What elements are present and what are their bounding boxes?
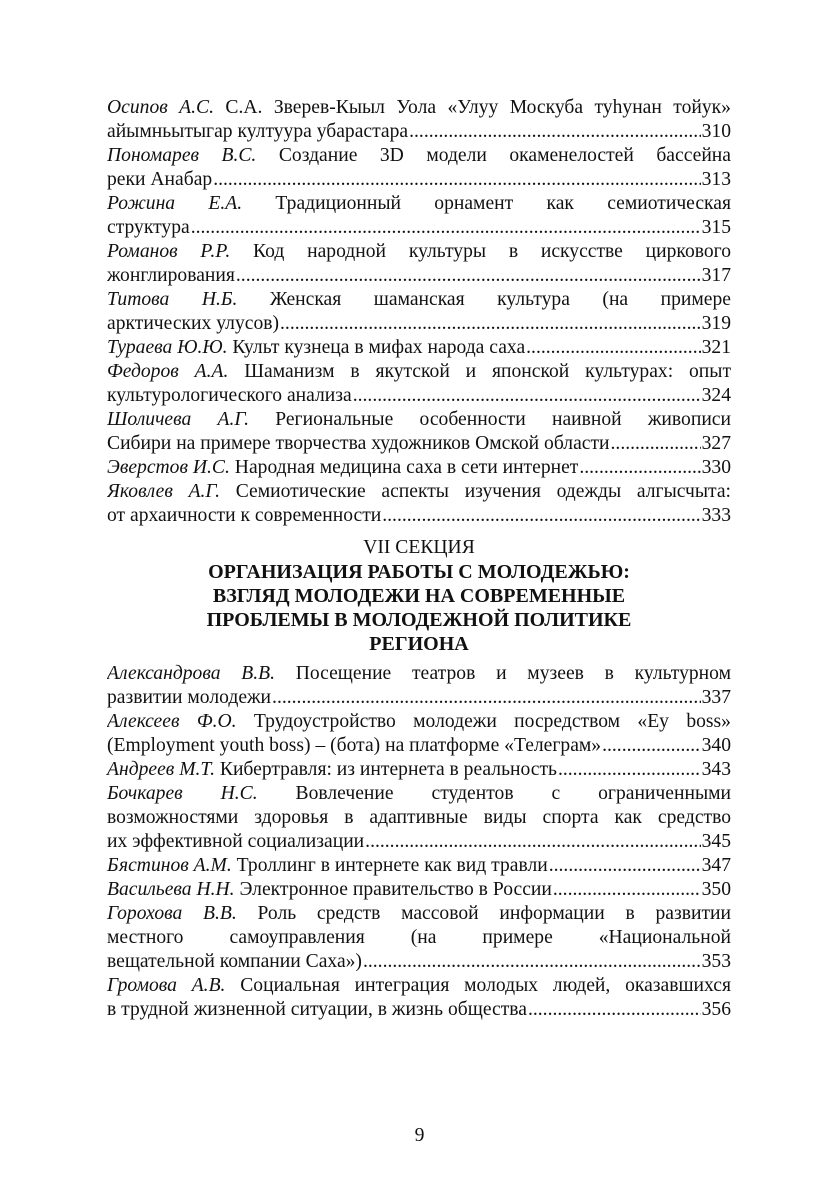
toc-page-number: 321 xyxy=(701,337,731,358)
toc-leader-dots xyxy=(236,264,701,288)
toc-author: Федоров А.А. xyxy=(107,361,229,382)
toc-entry-line xyxy=(107,878,731,902)
toc-title: культурологического анализа xyxy=(107,385,352,406)
toc-entry-line xyxy=(107,974,731,998)
toc-entry xyxy=(107,288,731,336)
toc-entry-line xyxy=(107,480,731,504)
toc-page-number: 340 xyxy=(701,735,731,756)
toc-page-number: 330 xyxy=(701,457,731,478)
toc-author: Титова Н.Б. xyxy=(107,289,238,310)
toc-entry-line xyxy=(107,144,731,168)
toc-entry xyxy=(107,480,731,528)
toc-entry xyxy=(107,974,731,1022)
toc-title: Шаманизм в якутской и японской культурах: опыт xyxy=(228,361,731,382)
toc-entry-line xyxy=(107,360,731,384)
toc-entry-line xyxy=(107,216,731,240)
toc-entry xyxy=(107,408,731,456)
toc-leader-dots xyxy=(602,734,701,758)
page-number: 9 xyxy=(414,1125,425,1146)
toc-page-number: 327 xyxy=(701,433,731,454)
toc-title: Код народной культуры в искусстве циркового xyxy=(230,241,731,262)
toc-author: Васильева Н.Н. xyxy=(107,879,235,900)
toc-title: развитии молодежи xyxy=(107,687,272,708)
toc-title: С.А. Зверев-Кыыл Уола «Улуу Москуба туһунан тойук» xyxy=(214,97,731,118)
toc-entries-section-vi xyxy=(107,96,731,528)
toc-entry-line xyxy=(107,336,731,360)
toc-title: Семиотические аспекты изучения одежды алгысчыта: xyxy=(220,481,731,502)
toc-entry-line xyxy=(107,120,731,144)
toc-page-number: 317 xyxy=(701,265,731,286)
toc-title: Электронное правительство в России xyxy=(234,879,552,900)
toc-entry xyxy=(107,902,731,974)
toc-entry-line xyxy=(107,384,731,408)
toc-author: Бястинов А.М. xyxy=(107,855,232,876)
toc-leader-dots xyxy=(549,854,701,878)
toc-entry xyxy=(107,192,731,240)
toc-title: Традиционный орнамент как семиотическая xyxy=(242,193,731,214)
toc-entry-line xyxy=(107,734,731,758)
toc-entry-line xyxy=(107,264,731,288)
toc-entry xyxy=(107,336,731,360)
toc-entry xyxy=(107,662,731,710)
toc-leader-dots xyxy=(553,878,701,902)
toc-entry xyxy=(107,144,731,192)
toc-page-number: 310 xyxy=(701,121,731,142)
section-title-line: РЕГИОНА xyxy=(369,633,469,655)
toc-entry xyxy=(107,96,731,144)
toc-entries-section-vii xyxy=(107,662,731,1022)
toc-author: Тураева Ю.Ю. xyxy=(107,337,228,358)
toc-page-number: 315 xyxy=(701,217,731,238)
toc-entry-line xyxy=(107,830,731,854)
toc-leader-dots xyxy=(280,312,701,336)
toc-page-number: 350 xyxy=(701,879,731,900)
toc-page-number: 337 xyxy=(701,687,731,708)
toc-entry-text xyxy=(107,336,525,360)
toc-entry xyxy=(107,854,731,878)
toc-author: Андреев М.Т. xyxy=(107,759,215,780)
toc-author: Горохова В.В. xyxy=(107,903,237,924)
toc-entry-line xyxy=(107,686,731,710)
toc-leader-dots xyxy=(528,998,701,1022)
toc-author: Эверстов И.С. xyxy=(107,457,230,478)
toc-entry-line xyxy=(107,758,731,782)
toc-entry xyxy=(107,360,731,408)
toc-entry-line xyxy=(107,998,731,1022)
toc-leader-dots xyxy=(611,432,701,456)
toc-entry xyxy=(107,878,731,902)
toc-page-number: 347 xyxy=(701,855,731,876)
toc-title: реки Анабар xyxy=(107,169,213,190)
toc-author: Рожина Е.А. xyxy=(107,193,243,214)
section-title-line: ОРГАНИЗАЦИЯ РАБОТЫ С МОЛОДЕЖЬЮ: xyxy=(208,561,630,583)
toc-entry-line xyxy=(107,710,731,734)
section-label: VII СЕКЦИЯ xyxy=(363,537,475,558)
toc-entry-line xyxy=(107,950,731,974)
toc-title: их эффективной социализации xyxy=(107,831,365,852)
toc-title: жонглирования xyxy=(107,265,235,286)
toc-author: Шоличева А.Г. xyxy=(107,409,249,430)
section-title xyxy=(107,560,731,656)
toc-entry-line: возможностями здоровья в адаптивные виды спорта как средство xyxy=(107,807,731,828)
toc-title: Женская шаманская культура (на примере xyxy=(237,289,731,310)
toc-author: Яковлев А.Г. xyxy=(107,481,221,502)
toc-leader-dots xyxy=(272,686,701,710)
toc-author: Алексеев Ф.О. xyxy=(107,711,237,732)
toc-leader-dots xyxy=(558,758,701,782)
toc-title: от архаичности к современности xyxy=(107,505,382,526)
toc-page-number: 343 xyxy=(701,759,731,780)
toc-title: структура xyxy=(107,217,190,238)
toc-entry xyxy=(107,710,731,758)
toc-page-number: 324 xyxy=(701,385,731,406)
toc-title: айымньытыгар култуура убарастара xyxy=(107,121,409,142)
toc-title: Троллинг в интернете как вид травли xyxy=(231,855,548,876)
toc-page-number: 353 xyxy=(701,951,731,972)
section-title-line: ВЗГЛЯД МОЛОДЕЖИ НА СОВРЕМЕННЫЕ xyxy=(212,585,626,607)
toc-leader-dots xyxy=(409,120,700,144)
toc-entry-line xyxy=(107,782,731,806)
toc-entry-line xyxy=(107,168,731,192)
toc-title: Кибертравля: из интернета в реальность xyxy=(214,759,557,780)
toc-entry-text xyxy=(107,878,552,902)
toc-entry-text xyxy=(107,758,557,782)
toc-title: Создание 3D модели окаменелостей бассейна xyxy=(256,145,731,166)
toc-page-number: 319 xyxy=(701,313,731,334)
toc-title: вещательной компании Саха») xyxy=(107,951,362,972)
toc-title: Трудоустройство молодежи посредством «Ey boss» xyxy=(236,711,731,732)
toc-leader-dots xyxy=(353,384,701,408)
toc-entry-line xyxy=(107,192,731,216)
toc-author: Пономарев В.С. xyxy=(107,145,257,166)
toc-entry-line xyxy=(107,312,731,336)
toc-entry-line xyxy=(107,240,731,264)
toc-leader-dots xyxy=(363,950,701,974)
toc-entry-line xyxy=(107,96,731,120)
toc-entry-line xyxy=(107,662,731,686)
toc-title: Социальная интеграция молодых людей, оказавшихся xyxy=(225,975,731,996)
toc-author: Бочкарев Н.С. xyxy=(107,783,258,804)
toc-entry-line xyxy=(107,408,731,432)
toc-entry-line xyxy=(107,432,731,456)
toc-title: Культ кузнеца в мифах народа саха xyxy=(227,337,526,358)
toc-page-number: 333 xyxy=(701,505,731,526)
toc-page-number: 313 xyxy=(701,169,731,190)
toc-entry xyxy=(107,782,731,854)
toc-entry-line xyxy=(107,288,731,312)
toc-leader-dots xyxy=(526,336,700,360)
toc-author: Осипов А.С. xyxy=(107,97,214,118)
toc-leader-dots xyxy=(365,830,700,854)
toc-entry xyxy=(107,456,731,480)
toc-entry-line xyxy=(107,456,731,480)
toc-leader-dots xyxy=(191,216,701,240)
toc-title: Посещение театров и музеев в культурном xyxy=(274,663,731,684)
toc-title: Роль средств массовой информации в развитии xyxy=(236,903,731,924)
toc-entry-line: местного самоуправления (на примере «Национальной xyxy=(107,927,731,948)
toc-title: арктических улусов) xyxy=(107,313,280,334)
toc-title: Народная медицина саха в сети интернет xyxy=(229,457,579,478)
section-title-line: ПРОБЛЕМЫ В МОЛОДЕЖНОЙ ПОЛИТИКЕ xyxy=(206,609,632,631)
toc-page-number: 356 xyxy=(701,999,731,1020)
toc-author: Романов Р.Р. xyxy=(107,241,231,262)
toc-title: (Employment youth boss) – (бота) на платформе «Телеграм» xyxy=(107,735,602,756)
toc-entry-line xyxy=(107,504,731,528)
toc-leader-dots xyxy=(579,456,700,480)
toc-author: Александрова В.В. xyxy=(107,663,275,684)
toc-entry-line xyxy=(107,902,731,926)
toc-entry xyxy=(107,240,731,288)
toc-leader-dots xyxy=(382,504,700,528)
toc-entry xyxy=(107,758,731,782)
toc-page-number: 345 xyxy=(701,831,731,852)
toc-title: Сибири на примере творчества художников Омской области xyxy=(107,433,610,454)
table-of-contents xyxy=(107,96,731,1022)
section-heading xyxy=(107,536,731,656)
toc-entry-text xyxy=(107,854,548,878)
toc-title: в трудной жизненной ситуации, в жизнь общества xyxy=(107,999,527,1020)
toc-title: Вовлечение студентов с ограниченными xyxy=(257,783,731,804)
toc-title: Региональные особенности наивной живописи xyxy=(248,409,731,430)
toc-leader-dots xyxy=(213,168,700,192)
toc-entry-text xyxy=(107,456,578,480)
toc-entry-line xyxy=(107,854,731,878)
toc-author: Громова А.В. xyxy=(107,975,226,996)
